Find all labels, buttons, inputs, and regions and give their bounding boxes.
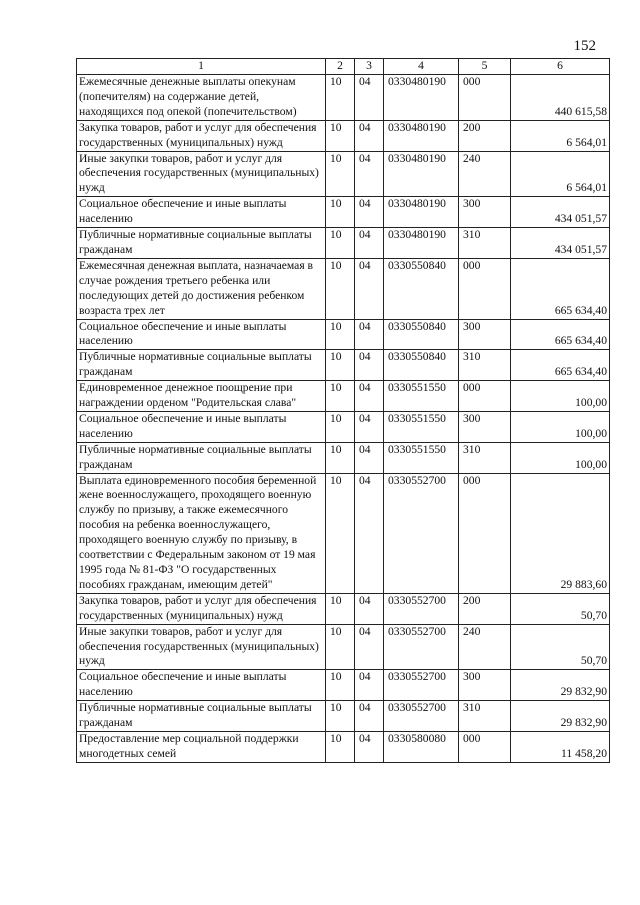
row-amount: 665 634,40 [511, 319, 610, 350]
row-section: 10 [326, 381, 355, 412]
row-section: 10 [326, 151, 355, 197]
row-subsection: 04 [355, 731, 384, 762]
row-name: Социальное обеспечение и иные выплаты населению [77, 670, 326, 701]
row-amount: 434 051,57 [511, 197, 610, 228]
row-name: Социальное обеспечение и иные выплаты населению [77, 319, 326, 350]
row-expense-type: 300 [459, 197, 511, 228]
table-header-row [77, 59, 610, 75]
row-expense-type: 310 [459, 228, 511, 259]
row-target-code: 0330480190 [384, 228, 459, 259]
row-subsection: 04 [355, 120, 384, 151]
table-row [77, 151, 610, 197]
row-amount: 11 458,20 [511, 731, 610, 762]
table-row [77, 75, 610, 121]
row-target-code: 0330551550 [384, 442, 459, 473]
row-section: 10 [326, 350, 355, 381]
row-section: 10 [326, 319, 355, 350]
row-target-code: 0330552700 [384, 473, 459, 593]
row-amount: 50,70 [511, 593, 610, 624]
row-amount: 29 832,90 [511, 670, 610, 701]
row-target-code: 0330480190 [384, 75, 459, 121]
row-target-code: 0330550840 [384, 319, 459, 350]
row-amount: 100,00 [511, 381, 610, 412]
row-subsection: 04 [355, 701, 384, 732]
row-expense-type: 300 [459, 670, 511, 701]
row-target-code: 0330480190 [384, 151, 459, 197]
row-amount: 50,70 [511, 624, 610, 670]
row-section: 10 [326, 473, 355, 593]
row-amount: 440 615,58 [511, 75, 610, 121]
row-subsection: 04 [355, 151, 384, 197]
row-expense-type: 240 [459, 151, 511, 197]
row-subsection: 04 [355, 381, 384, 412]
row-expense-type: 310 [459, 442, 511, 473]
row-subsection: 04 [355, 624, 384, 670]
row-expense-type: 300 [459, 411, 511, 442]
row-target-code: 0330580080 [384, 731, 459, 762]
row-section: 10 [326, 701, 355, 732]
header-col-5: 5 [459, 59, 511, 75]
table-row [77, 731, 610, 762]
row-amount: 6 564,01 [511, 120, 610, 151]
row-target-code: 0330551550 [384, 411, 459, 442]
row-name: Выплата единовременного пособия беременной жене военнослужащего, проходящего военную службу по призыву, а также ежемесячного пособия на ребенка военнослужащего, проходящего военную службу по призыву, в соответствии с Федеральным законом от 19 мая 1995 года № 81-ФЗ "О государственных пособиях гражданам, имеющим детей" [77, 473, 326, 593]
row-target-code: 0330552700 [384, 701, 459, 732]
table-row [77, 197, 610, 228]
row-expense-type: 200 [459, 593, 511, 624]
row-subsection: 04 [355, 350, 384, 381]
row-name: Социальное обеспечение и иные выплаты населению [77, 411, 326, 442]
row-section: 10 [326, 624, 355, 670]
row-name: Публичные нормативные социальные выплаты гражданам [77, 442, 326, 473]
row-subsection: 04 [355, 197, 384, 228]
header-col-2: 2 [326, 59, 355, 75]
budget-table [76, 58, 610, 763]
row-expense-type: 000 [459, 381, 511, 412]
table-row [77, 442, 610, 473]
row-target-code: 0330552700 [384, 593, 459, 624]
row-subsection: 04 [355, 442, 384, 473]
table-row [77, 593, 610, 624]
table-row [77, 381, 610, 412]
row-name: Ежемесячная денежная выплата, назначаемая в случае рождения третьего ребенка или последующих детей до достижения ребенком возраста трех лет [77, 258, 326, 319]
row-amount: 29 832,90 [511, 701, 610, 732]
table-row [77, 473, 610, 593]
row-amount: 100,00 [511, 411, 610, 442]
row-expense-type: 000 [459, 75, 511, 121]
row-section: 10 [326, 442, 355, 473]
row-target-code: 0330550840 [384, 350, 459, 381]
page-number: 152 [573, 38, 596, 54]
row-section: 10 [326, 75, 355, 121]
row-subsection: 04 [355, 228, 384, 259]
row-amount: 665 634,40 [511, 350, 610, 381]
row-subsection: 04 [355, 75, 384, 121]
table-row [77, 701, 610, 732]
row-name: Ежемесячные денежные выплаты опекунам (попечителям) на содержание детей, находящихся под опекой (попечительством) [77, 75, 326, 121]
header-col-1: 1 [77, 59, 326, 75]
row-amount: 665 634,40 [511, 258, 610, 319]
row-target-code: 0330552700 [384, 624, 459, 670]
row-name: Иные закупки товаров, работ и услуг для обеспечения государственных (муниципальных) нужд [77, 151, 326, 197]
row-section: 10 [326, 197, 355, 228]
row-amount: 100,00 [511, 442, 610, 473]
row-amount: 6 564,01 [511, 151, 610, 197]
table-row [77, 624, 610, 670]
row-amount: 29 883,60 [511, 473, 610, 593]
row-name: Публичные нормативные социальные выплаты гражданам [77, 350, 326, 381]
row-expense-type: 310 [459, 350, 511, 381]
header-col-3: 3 [355, 59, 384, 75]
row-section: 10 [326, 120, 355, 151]
row-subsection: 04 [355, 411, 384, 442]
table-row [77, 120, 610, 151]
row-name: Закупка товаров, работ и услуг для обеспечения государственных (муниципальных) нужд [77, 120, 326, 151]
row-subsection: 04 [355, 670, 384, 701]
row-expense-type: 200 [459, 120, 511, 151]
row-target-code: 0330551550 [384, 381, 459, 412]
row-name: Единовременное денежное поощрение при награждении орденом "Родительская слава" [77, 381, 326, 412]
row-target-code: 0330550840 [384, 258, 459, 319]
table-row [77, 411, 610, 442]
table-row [77, 258, 610, 319]
row-name: Социальное обеспечение и иные выплаты населению [77, 197, 326, 228]
row-expense-type: 310 [459, 701, 511, 732]
header-col-6: 6 [511, 59, 610, 75]
row-expense-type: 240 [459, 624, 511, 670]
row-name: Предоставление мер социальной поддержки многодетных семей [77, 731, 326, 762]
row-amount: 434 051,57 [511, 228, 610, 259]
row-name: Иные закупки товаров, работ и услуг для обеспечения государственных (муниципальных) нужд [77, 624, 326, 670]
header-col-4: 4 [384, 59, 459, 75]
row-subsection: 04 [355, 593, 384, 624]
row-target-code: 0330480190 [384, 120, 459, 151]
row-section: 10 [326, 731, 355, 762]
row-section: 10 [326, 670, 355, 701]
row-expense-type: 000 [459, 731, 511, 762]
row-name: Публичные нормативные социальные выплаты гражданам [77, 701, 326, 732]
table-row [77, 670, 610, 701]
row-subsection: 04 [355, 473, 384, 593]
row-target-code: 0330552700 [384, 670, 459, 701]
row-expense-type: 000 [459, 258, 511, 319]
row-expense-type: 000 [459, 473, 511, 593]
table-row [77, 319, 610, 350]
row-section: 10 [326, 593, 355, 624]
row-target-code: 0330480190 [384, 197, 459, 228]
table-row [77, 350, 610, 381]
row-subsection: 04 [355, 258, 384, 319]
table-row [77, 228, 610, 259]
row-expense-type: 300 [459, 319, 511, 350]
row-section: 10 [326, 258, 355, 319]
row-section: 10 [326, 411, 355, 442]
row-name: Публичные нормативные социальные выплаты гражданам [77, 228, 326, 259]
row-section: 10 [326, 228, 355, 259]
row-subsection: 04 [355, 319, 384, 350]
row-name: Закупка товаров, работ и услуг для обеспечения государственных (муниципальных) нужд [77, 593, 326, 624]
